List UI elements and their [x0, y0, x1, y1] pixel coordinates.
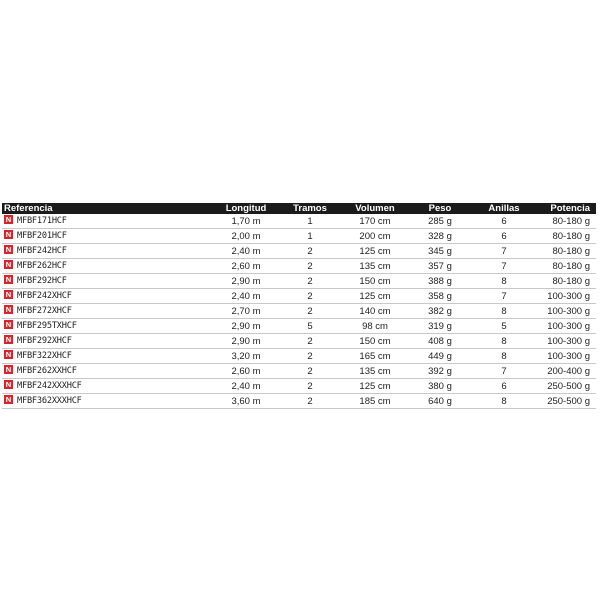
- header-tramos: Tramos: [276, 203, 344, 214]
- cell-peso: 449 g: [406, 349, 474, 364]
- header-potencia: Potencia: [534, 203, 596, 214]
- cell-anillas: 7: [474, 289, 534, 304]
- cell-longitud: 2,60 m: [216, 364, 276, 379]
- table-row: [2, 274, 596, 289]
- cell-anillas: 8: [474, 349, 534, 364]
- table-row: [2, 319, 596, 334]
- cell-tramos: 2: [276, 259, 344, 274]
- cell-anillas: 6: [474, 214, 534, 229]
- new-badge-icon: N: [5, 274, 12, 284]
- new-badge-icon: N: [5, 244, 12, 254]
- reference-code: MFBF171HCF: [17, 216, 67, 226]
- cell-potencia: 250-500 g: [534, 379, 596, 394]
- new-badge-icon: N: [5, 349, 12, 359]
- cell-longitud: 2,60 m: [216, 259, 276, 274]
- cell-volumen: 200 cm: [344, 229, 406, 244]
- cell-referencia: [2, 229, 216, 244]
- cell-referencia: [2, 214, 216, 229]
- cell-tramos: 2: [276, 334, 344, 349]
- table-row: [2, 304, 596, 319]
- header-longitud: Longitud: [216, 203, 276, 214]
- reference-code: MFBF322XHCF: [17, 351, 72, 361]
- cell-peso: 392 g: [406, 364, 474, 379]
- header-peso: Peso: [406, 203, 474, 214]
- cell-peso: 357 g: [406, 259, 474, 274]
- cell-peso: 382 g: [406, 304, 474, 319]
- cell-tramos: 2: [276, 274, 344, 289]
- cell-anillas: 6: [474, 229, 534, 244]
- table-row: [2, 244, 596, 259]
- table-row: [2, 364, 596, 379]
- new-badge-icon: N: [5, 214, 12, 224]
- table-row: [2, 214, 596, 229]
- cell-longitud: 2,40 m: [216, 379, 276, 394]
- new-badge-icon: N: [5, 259, 12, 269]
- cell-potencia: 200-400 g: [534, 364, 596, 379]
- cell-longitud: 2,40 m: [216, 289, 276, 304]
- cell-peso: 319 g: [406, 319, 474, 334]
- cell-anillas: 7: [474, 364, 534, 379]
- cell-longitud: 2,90 m: [216, 274, 276, 289]
- reference-code: MFBF201HCF: [17, 231, 67, 241]
- cell-peso: 358 g: [406, 289, 474, 304]
- cell-longitud: 2,90 m: [216, 334, 276, 349]
- cell-longitud: 2,40 m: [216, 244, 276, 259]
- cell-anillas: 7: [474, 244, 534, 259]
- cell-referencia: [2, 244, 216, 259]
- reference-code: MFBF295TXHCF: [17, 321, 77, 331]
- cell-peso: 345 g: [406, 244, 474, 259]
- cell-potencia: 100-300 g: [534, 304, 596, 319]
- cell-potencia: 100-300 g: [534, 319, 596, 334]
- cell-anillas: 5: [474, 319, 534, 334]
- cell-potencia: 80-180 g: [534, 274, 596, 289]
- cell-tramos: 2: [276, 289, 344, 304]
- cell-peso: 328 g: [406, 229, 474, 244]
- cell-referencia: [2, 274, 216, 289]
- table-row: [2, 289, 596, 304]
- cell-referencia: [2, 319, 216, 334]
- cell-volumen: 125 cm: [344, 289, 406, 304]
- cell-tramos: 2: [276, 379, 344, 394]
- reference-code: MFBF262XXHCF: [17, 366, 77, 376]
- table-row: [2, 394, 596, 409]
- cell-referencia: [2, 349, 216, 364]
- cell-referencia: [2, 364, 216, 379]
- cell-volumen: 185 cm: [344, 394, 406, 409]
- new-badge-icon: N: [5, 379, 12, 389]
- cell-referencia: [2, 259, 216, 274]
- cell-volumen: 150 cm: [344, 334, 406, 349]
- cell-referencia: [2, 289, 216, 304]
- new-badge-icon: N: [5, 229, 12, 239]
- cell-referencia: [2, 334, 216, 349]
- cell-longitud: 3,20 m: [216, 349, 276, 364]
- table-row: [2, 259, 596, 274]
- cell-potencia: 80-180 g: [534, 244, 596, 259]
- table-row: [2, 379, 596, 394]
- header-volumen: Volumen: [344, 203, 406, 214]
- cell-longitud: 2,70 m: [216, 304, 276, 319]
- reference-code: MFBF242XXXHCF: [17, 381, 82, 391]
- reference-code: MFBF292XHCF: [17, 336, 72, 346]
- cell-anillas: 7: [474, 259, 534, 274]
- cell-tramos: 1: [276, 214, 344, 229]
- reference-code: MFBF242HCF: [17, 246, 67, 256]
- cell-anillas: 8: [474, 394, 534, 409]
- table-header: [2, 203, 596, 214]
- cell-volumen: 135 cm: [344, 364, 406, 379]
- cell-volumen: 150 cm: [344, 274, 406, 289]
- cell-potencia: 80-180 g: [534, 214, 596, 229]
- cell-peso: 640 g: [406, 394, 474, 409]
- cell-anillas: 8: [474, 274, 534, 289]
- table-row: [2, 349, 596, 364]
- reference-code: MFBF362XXXHCF: [17, 396, 82, 406]
- cell-peso: 388 g: [406, 274, 474, 289]
- new-badge-icon: N: [5, 289, 12, 299]
- table-row: [2, 229, 596, 244]
- cell-longitud: 3,60 m: [216, 394, 276, 409]
- cell-volumen: 170 cm: [344, 214, 406, 229]
- cell-potencia: 80-180 g: [534, 259, 596, 274]
- spec-table: [2, 203, 596, 409]
- cell-peso: 285 g: [406, 214, 474, 229]
- cell-potencia: 250-500 g: [534, 394, 596, 409]
- cell-anillas: 8: [474, 304, 534, 319]
- cell-peso: 380 g: [406, 379, 474, 394]
- header-anillas: Anillas: [474, 203, 534, 214]
- table-body: [2, 214, 596, 409]
- new-badge-icon: N: [5, 394, 12, 404]
- reference-code: MFBF292HCF: [17, 276, 67, 286]
- table-row: [2, 334, 596, 349]
- cell-anillas: 6: [474, 379, 534, 394]
- cell-peso: 408 g: [406, 334, 474, 349]
- cell-potencia: 100-300 g: [534, 334, 596, 349]
- cell-longitud: 2,00 m: [216, 229, 276, 244]
- cell-volumen: 98 cm: [344, 319, 406, 334]
- cell-potencia: 100-300 g: [534, 289, 596, 304]
- cell-tramos: 2: [276, 304, 344, 319]
- new-badge-icon: N: [5, 304, 12, 314]
- new-badge-icon: N: [5, 334, 12, 344]
- cell-potencia: 100-300 g: [534, 349, 596, 364]
- reference-code: MFBF242XHCF: [17, 291, 72, 301]
- cell-tramos: 2: [276, 394, 344, 409]
- cell-anillas: 8: [474, 334, 534, 349]
- header-row: [2, 203, 596, 214]
- cell-volumen: 165 cm: [344, 349, 406, 364]
- cell-longitud: 2,90 m: [216, 319, 276, 334]
- cell-tramos: 5: [276, 319, 344, 334]
- header-referencia: Referencia: [2, 203, 216, 214]
- reference-code: MFBF262HCF: [17, 261, 67, 271]
- new-badge-icon: N: [5, 364, 12, 374]
- cell-potencia: 80-180 g: [534, 229, 596, 244]
- cell-volumen: 125 cm: [344, 379, 406, 394]
- cell-tramos: 2: [276, 244, 344, 259]
- reference-code: MFBF272XHCF: [17, 306, 72, 316]
- cell-volumen: 125 cm: [344, 244, 406, 259]
- cell-tramos: 2: [276, 364, 344, 379]
- cell-volumen: 140 cm: [344, 304, 406, 319]
- cell-referencia: [2, 304, 216, 319]
- cell-volumen: 135 cm: [344, 259, 406, 274]
- new-badge-icon: N: [5, 319, 12, 329]
- cell-longitud: 1,70 m: [216, 214, 276, 229]
- cell-referencia: [2, 379, 216, 394]
- cell-referencia: [2, 394, 216, 409]
- cell-tramos: 1: [276, 229, 344, 244]
- cell-tramos: 2: [276, 349, 344, 364]
